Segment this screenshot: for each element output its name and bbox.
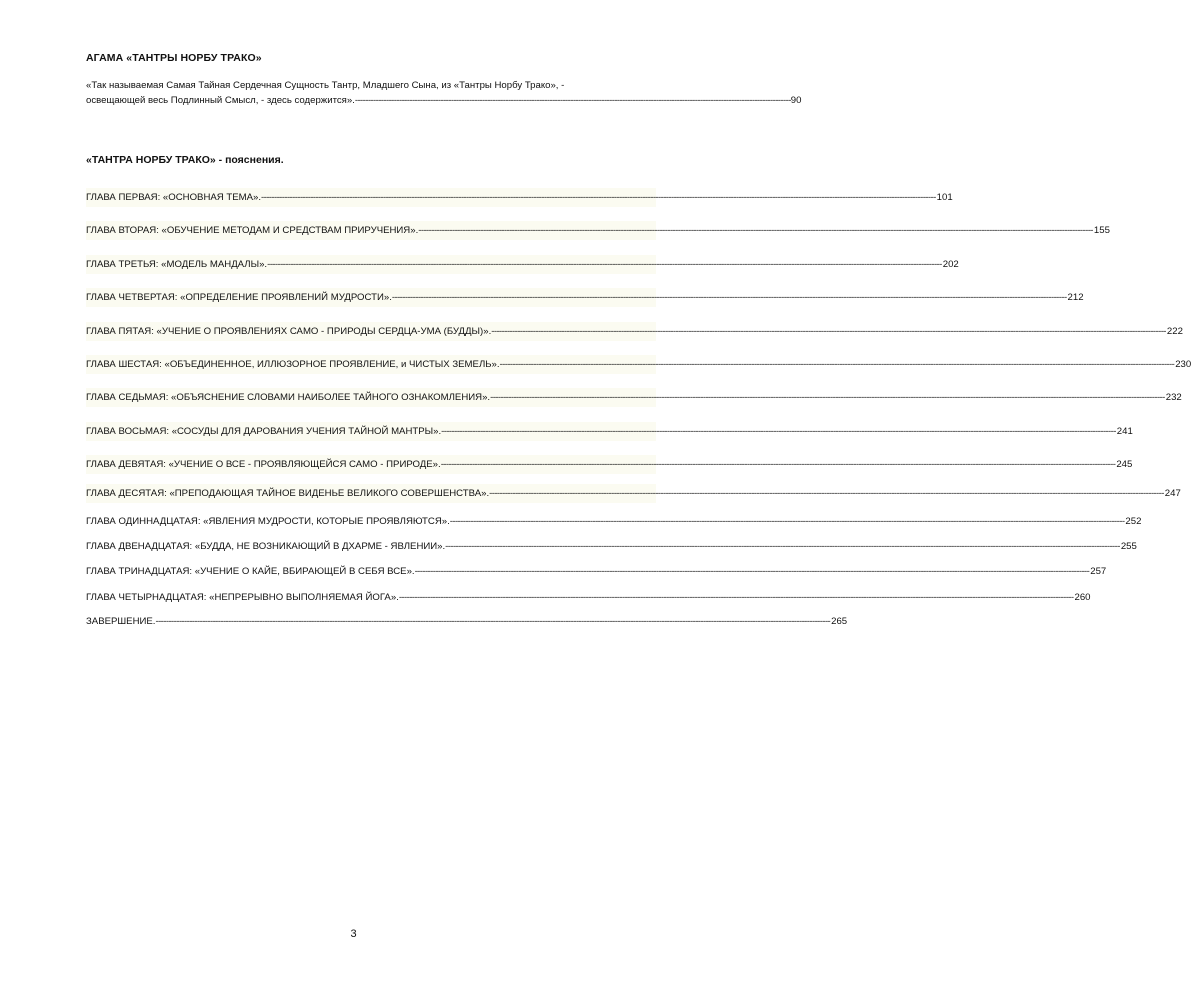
toc-entry-page: 252 — [1125, 516, 1142, 527]
dot-leader: -------------------------------------------------------------------------------------------------------------------------------------------------------------------------------------------------------------------------------------------------------------------- — [491, 326, 1166, 337]
dot-leader: -------------------------------------------------------------------------------------------------------------------------------------------------------------------------------------------------------------------------------------------------------------------- — [155, 616, 831, 627]
section-heading-agama: АГАМА «ТАНТРЫ НОРБУ ТРАКО» — [86, 52, 262, 64]
toc-entry-page: 265 — [831, 616, 848, 627]
intro-page-number: 90 — [790, 95, 802, 106]
toc-entry — [86, 612, 848, 631]
toc-entry — [86, 255, 959, 274]
section-heading-explanations: «ТАНТРА НОРБУ ТРАКО» - пояснения. — [86, 154, 284, 166]
dot-leader: -------------------------------------------------------------------------------------------------------------------------------------------------------------------------------------------------------------------------------------------------------------------- — [441, 426, 1116, 437]
toc-entry-title: ГЛАВА ДВЕНАДЦАТАЯ: «БУДДА, НЕ ВОЗНИКАЮЩИЙ В ДХАРМЕ - ЯВЛЕНИИ». — [86, 541, 446, 552]
toc-entry — [86, 537, 1137, 556]
toc-entry-title: ГЛАВА ШЕСТАЯ: «ОБЪЕДИНЕННОЕ, ИЛЛЮЗОРНОЕ ПРОЯВЛЕНИЕ, и ЧИСТЫХ ЗЕМЕЛЬ». — [86, 359, 500, 370]
toc-entry-title: ЗАВЕРШЕНИЕ. — [86, 616, 156, 627]
intro-line-1: «Так называемая Самая Тайная Сердечная Сущность Тантр, Младшего Сына, из «Тантры Норбу Трако», - — [86, 80, 565, 91]
toc-entry — [86, 512, 1142, 531]
toc-entry-page: 260 — [1074, 592, 1091, 603]
toc-entry-title: ГЛАВА ЧЕТЫРНАДЦАТАЯ: «НЕПРЕРЫВНО ВЫПОЛНЯЕМАЯ ЙОГА». — [86, 592, 399, 603]
toc-entry-page: 232 — [1165, 392, 1182, 403]
toc-entry-page: 245 — [1116, 459, 1133, 470]
toc-entry-title: ГЛАВА ТРЕТЬЯ: «МОДЕЛЬ МАНДАЛЫ». — [86, 259, 268, 270]
toc-entry-page: 155 — [1093, 225, 1110, 236]
dot-leader: ------------------------------------------------------------------------------------------------------------------------------------------------------------------------ — [354, 95, 791, 106]
toc-entry-title: ГЛАВА ТРИНАДЦАТАЯ: «УЧЕНИЕ О КАЙЕ, ВБИРАЮЩЕЙ В СЕБЯ ВСЕ». — [86, 566, 415, 577]
intro-entry — [86, 78, 802, 108]
toc-entry-title: ГЛАВА ЧЕТВЕРТАЯ: «ОПРЕДЕЛЕНИЕ ПРОЯВЛЕНИЙ МУДРОСТИ». — [86, 292, 392, 303]
dot-leader: -------------------------------------------------------------------------------------------------------------------------------------------------------------------------------------------------------------------------------------------------------------------- — [445, 541, 1120, 552]
toc-entry-title: ГЛАВА ПЯТАЯ: «УЧЕНИЕ О ПРОЯВЛЕНИЯХ САМО - ПРИРОДЫ СЕРДЦА-УМА (БУДДЫ)». — [86, 326, 492, 337]
toc-entry — [86, 562, 1107, 581]
intro-line-2-row — [86, 93, 802, 108]
toc-entry-page: 241 — [1116, 426, 1133, 437]
toc-entry-title: ГЛАВА ВТОРАЯ: «ОБУЧЕНИЕ МЕТОДАМ И СРЕДСТВАМ ПРИРУЧЕНИЯ». — [86, 225, 419, 236]
toc-entry-title: ГЛАВА ДЕСЯТАЯ: «ПРЕПОДАЮЩАЯ ТАЙНОЕ ВИДЕНЬЕ ВЕЛИКОГО СОВЕРШЕНСТВА». — [86, 488, 490, 499]
dot-leader: -------------------------------------------------------------------------------------------------------------------------------------------------------------------------------------------------------------------------------------------------------------------- — [261, 192, 936, 203]
dot-leader: -------------------------------------------------------------------------------------------------------------------------------------------------------------------------------------------------------------------------------------------------------------------- — [489, 488, 1164, 499]
dot-leader: -------------------------------------------------------------------------------------------------------------------------------------------------------------------------------------------------------------------------------------------------------------------- — [267, 259, 942, 270]
toc-entry-title: ГЛАВА ПЕРВАЯ: «ОСНОВНАЯ ТЕМА». — [86, 192, 262, 203]
toc-entry-page: 222 — [1166, 326, 1183, 337]
intro-line-2: освещающей весь Подлинный Смысл, - здесь содержится». — [86, 95, 355, 106]
toc-entry-title: ГЛАВА ДЕВЯТАЯ: «УЧЕНИЕ О ВСЕ - ПРОЯВЛЯЮЩЕЙСЯ САМО - ПРИРОДЕ». — [86, 459, 441, 470]
toc-entry-page: 230 — [1175, 359, 1191, 370]
toc-entry-title: ГЛАВА ОДИННАДЦАТАЯ: «ЯВЛЕНИЯ МУДРОСТИ, КОТОРЫЕ ПРОЯВЛЯЮТСЯ». — [86, 516, 450, 527]
dot-leader: -------------------------------------------------------------------------------------------------------------------------------------------------------------------------------------------------------------------------------------------------------------------- — [414, 566, 1090, 577]
toc-entry-page: 202 — [942, 259, 959, 270]
dot-leader: -------------------------------------------------------------------------------------------------------------------------------------------------------------------------------------------------------------------------------------------------------------------- — [490, 392, 1165, 403]
toc-entry — [86, 355, 1191, 374]
toc-entry-title: ГЛАВА СЕДЬМАЯ: «ОБЪЯСНЕНИЕ СЛОВАМИ НАИБОЛЕЕ ТАЙНОГО ОЗНАКОМЛЕНИЯ». — [86, 392, 491, 403]
toc-entry — [86, 484, 1181, 503]
toc-entry-page: 247 — [1164, 488, 1181, 499]
dot-leader: -------------------------------------------------------------------------------------------------------------------------------------------------------------------------------------------------------------------------------------------------------------------- — [440, 459, 1116, 470]
dot-leader: -------------------------------------------------------------------------------------------------------------------------------------------------------------------------------------------------------------------------------------------------------------------- — [499, 359, 1175, 370]
toc-entry — [86, 322, 1183, 341]
toc-entry-page: 101 — [936, 192, 953, 203]
dot-leader: -------------------------------------------------------------------------------------------------------------------------------------------------------------------------------------------------------------------------------------------------------------------- — [449, 516, 1125, 527]
toc-entry-page: 257 — [1090, 566, 1107, 577]
toc-entry — [86, 422, 1133, 441]
toc-entry — [86, 455, 1133, 474]
toc-entry — [86, 188, 953, 207]
toc-entry-title: ГЛАВА ВОСЬМАЯ: «СОСУДЫ ДЛЯ ДАРОВАНИЯ УЧЕНИЯ ТАЙНОЙ МАНТРЫ». — [86, 426, 442, 437]
toc-entry — [86, 288, 1084, 307]
dot-leader: -------------------------------------------------------------------------------------------------------------------------------------------------------------------------------------------------------------------------------------------------------------------- — [398, 592, 1074, 603]
toc-entry-page: 212 — [1067, 292, 1084, 303]
toc-entry — [86, 588, 1091, 607]
dot-leader: -------------------------------------------------------------------------------------------------------------------------------------------------------------------------------------------------------------------------------------------------------------------- — [391, 292, 1067, 303]
toc-entry-page: 255 — [1120, 541, 1137, 552]
page-number: 3 — [350, 928, 357, 940]
dot-leader: -------------------------------------------------------------------------------------------------------------------------------------------------------------------------------------------------------------------------------------------------------------------- — [418, 225, 1093, 236]
toc-entry — [86, 388, 1182, 407]
toc-entry — [86, 221, 1110, 240]
